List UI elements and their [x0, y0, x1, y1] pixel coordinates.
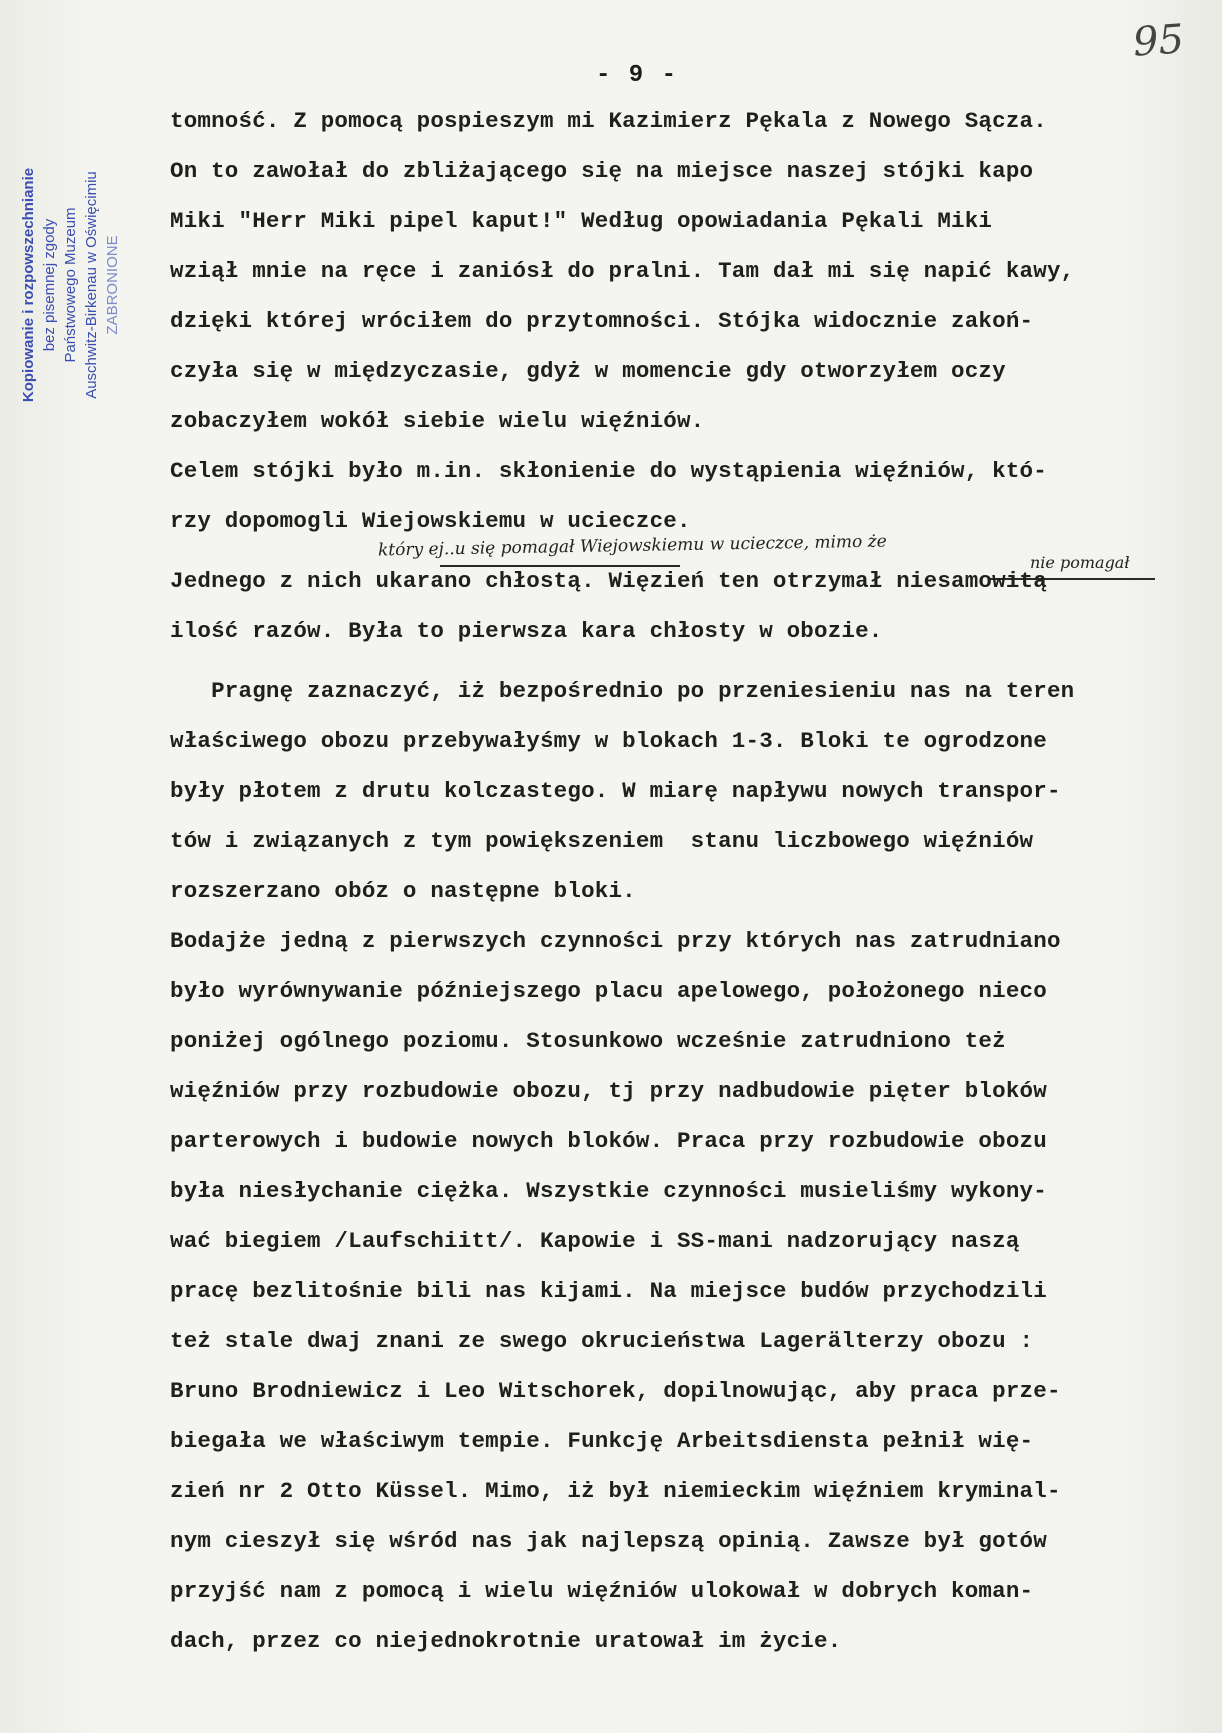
- text-line: ilość razów. Była to pierwsza kara chłosty w obozie.: [170, 618, 883, 644]
- text-line: parterowych i budowie nowych bloków. Praca przy rozbudowie obozu: [170, 1128, 1047, 1154]
- text-line: czyła się w międzyczasie, gdyż w momencie gdy otworzyłem oczy: [170, 358, 1006, 384]
- handwritten-insertion: który ej..u się pomagał Wiejowskiemu w ucieczce, mimo że: [377, 531, 887, 561]
- text-line: zobaczyłem wokół siebie wielu więźniów.: [170, 408, 705, 434]
- text-line: wziął mnie na ręce i zaniósł do pralni. Tam dał mi się napić kawy,: [170, 258, 1075, 284]
- text-line: dach, przez co niejednokrotnie uratował im życie.: [170, 1628, 842, 1654]
- text-line: tomność. Z pomocą pospieszym mi Kazimierz Pękala z Nowego Sącza.: [170, 108, 1047, 134]
- text-line: zień nr 2 Otto Küssel. Mimo, iż był niemieckim więźniem kryminal-: [170, 1478, 1061, 1504]
- stamp-line-3: Państwowego Muzeum: [62, 207, 79, 363]
- text-line: wać biegiem /Laufschiitt/. Kapowie i SS-mani nadzorujący naszą: [170, 1228, 1020, 1254]
- text-line: była niesłychanie ciężka. Wszystkie czynności musieliśmy wykony-: [170, 1178, 1047, 1204]
- text-line: pracę bezlitośnie bili nas kijami. Na miejsce budów przychodzili: [170, 1278, 1047, 1304]
- text-line: Pragnę zaznaczyć, iż bezpośrednio po przeniesieniu nas na teren: [170, 678, 1075, 704]
- text-line: przyjść nam z pomocą i wielu więźniów ulokował w dobrych koman-: [170, 1578, 1034, 1604]
- text-line: też stale dwaj znani ze swego okrucieństwa Lagerälterzy obozu :: [170, 1328, 1034, 1354]
- text-line: Celem stójki było m.in. skłonienie do wystąpienia więźniów, któ-: [170, 458, 1047, 484]
- stamp-line-5: ZABRONIONE: [104, 235, 121, 335]
- handwritten-insertion-2: nie pomagał: [1030, 553, 1130, 572]
- strike-underline-1: [440, 565, 680, 567]
- text-line: rzy dopomogli Wiejowskiemu w ucieczce.: [170, 508, 691, 534]
- text-line: więźniów przy rozbudowie obozu, tj przy nadbudowie pięter bloków: [170, 1078, 1047, 1104]
- text-line: Miki "Herr Miki pipel kaput!" Według opowiadania Pękali Miki: [170, 208, 993, 234]
- stamp-line-4: Auschwitz-Birkenau w Oświęcimiu: [83, 171, 100, 399]
- stamp-line-2: bez pisemnej zgody: [41, 218, 58, 352]
- text-line: było wyrównywanie późniejszego placu apelowego, położonego nieco: [170, 978, 1047, 1004]
- text-line: rozszerzano obóz o następne bloki.: [170, 878, 636, 904]
- text-line: Bruno Brodniewicz i Leo Witschorek, dopilnowując, aby praca prze-: [170, 1378, 1061, 1404]
- page-number: - 9 -: [596, 62, 679, 89]
- text-line: biegała we właściwym tempie. Funkcję Arbeitsdiensta pełnił wię-: [170, 1428, 1034, 1454]
- text-line: właściwego obozu przebywałyśmy w blokach 1-3. Bloki te ogrodzone: [170, 728, 1047, 754]
- text-line: Bodajże jedną z pierwszych czynności przy których nas zatrudniano: [170, 928, 1061, 954]
- text-line: Jednego z nich ukarano chłostą. Więzień ten otrzymał niesamowitą: [170, 568, 1047, 594]
- archive-number: 95: [1131, 16, 1186, 66]
- text-line: On to zawołał do zbliżającego się na miejsce naszej stójki kapo: [170, 158, 1034, 184]
- text-line: tów i związanych z tym powiększeniem stanu liczbowego więźniów: [170, 828, 1034, 854]
- text-line: były płotem z drutu kolczastego. W miarę napływu nowych transpor-: [170, 778, 1061, 804]
- text-line: dzięki której wróciłem do przytomności. Stójka widocznie zakoń-: [170, 308, 1034, 334]
- text-line: nym cieszył się wśród nas jak najlepszą opinią. Zawsze był gotów: [170, 1528, 1047, 1554]
- copyright-stamp: [18, 145, 138, 425]
- stamp-line-1: Kopiowanie i rozpowszechnianie: [20, 167, 37, 403]
- text-line: poniżej ogólnego poziomu. Stosunkowo wcześnie zatrudniono też: [170, 1028, 1006, 1054]
